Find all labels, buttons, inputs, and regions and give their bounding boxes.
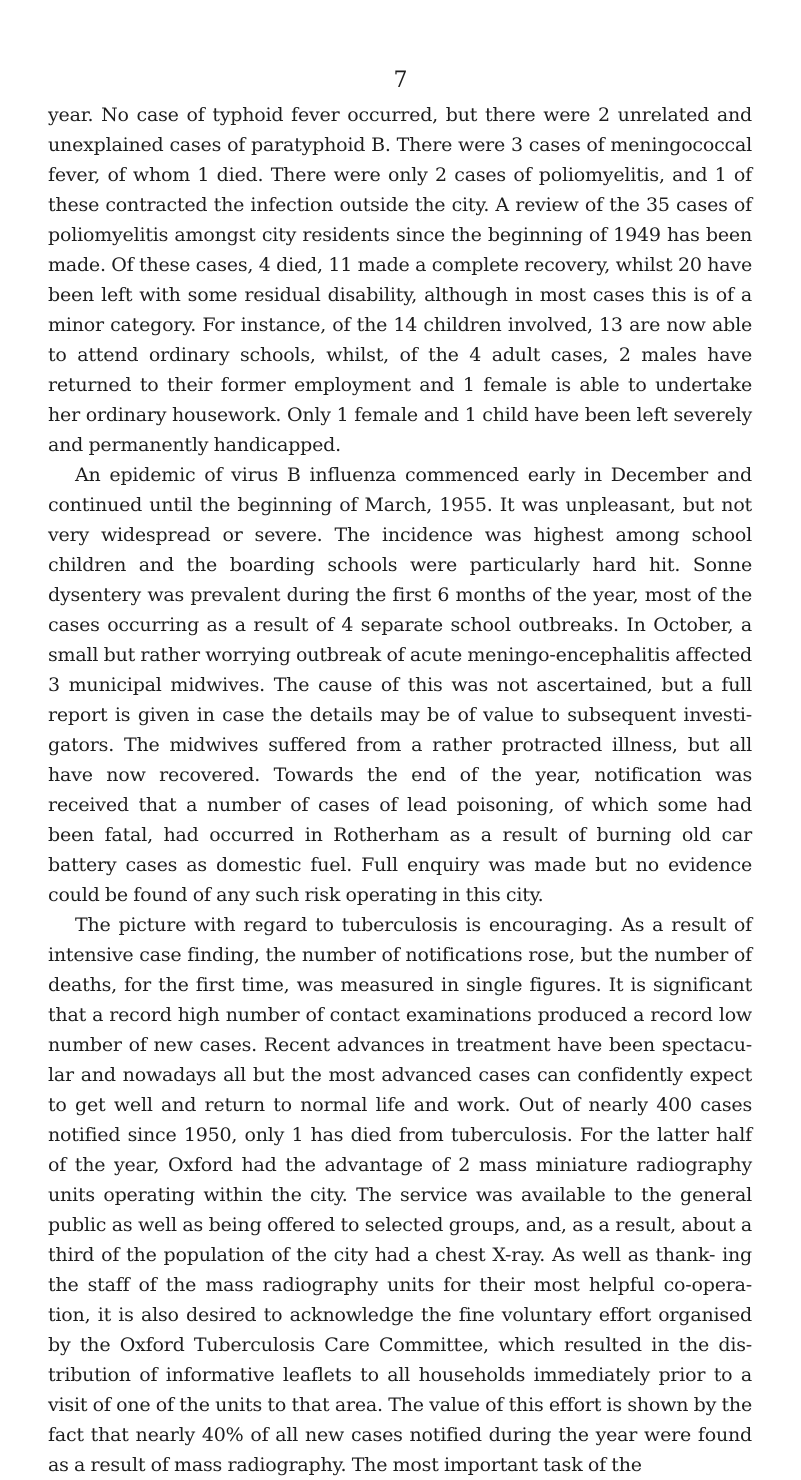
paragraph-tuberculosis: The picture with regard to tuberculosis is encouraging. As a result of intensive case finding, the number of notifications rose, but the number of deaths, for the first time, was measured in single figures. It is significant that a record high number of contact examinations produced a record low number of new cases. Recent advances in treatment have been spectacu- lar and nowadays all but the most advanced cases can confidently expect to get well and return to normal life and work. Out of nearly 400 cases notified since 1950, only 1 has died from tuberculosis. For the latter half of the year, Oxford had the advantage of 2 mass miniature radiography units operating within the city. The service was available to the general public as well as being offered to selected groups, and, as a result, about a third of the population of the city had a chest X-ray. As well as thank- ing the staff of the mass radiography units for their most helpful co-opera- tion, it is also desired to acknowledge the fine voluntary effort organised by the Oxford Tuberculosis Care Committee, which resulted in the dis- tribution of informative leaflets to all households immediately prior to a visit of one of the units to that area. The value of this effort is shown by the fact that nearly 40% of all new cases notified during the year were found as a result of mass radiography. The most important task of the (48, 914, 752, 1476)
paragraph-epidemics: An epidemic of virus B influenza commenced early in December and continued until the beginning of March, 1955. It was unpleasant, but not very widespread or severe. The incidence was highest among school children and the boarding schools were particularly hard hit. Sonne dysentery was prevalent during the first 6 months of the year, most of the cases occurring as a result of 4 separate school outbreaks. In October, a small but rather worrying outbreak of acute meningo-encephalitis affected 3 municipal midwives. The cause of this was not ascertained, but a full report is given in case the details may be of value to subsequent investi- gators. The midwives suffered from a rather protracted illness, but all have now recovered. Towards the end of the year, notification was received that a number of cases of lead poisoning, of which some had been fatal, had occurred in Rotherham as a result of burning old car battery cases as domestic fuel. Full enquiry was made but no evidence could be found of any such risk operating in this city. (48, 464, 752, 906)
body-text (48, 100, 752, 1480)
page-number: 7 (393, 68, 408, 93)
paragraph-infectious-diseases: year. No case of typhoid fever occurred, but there were 2 unrelated and unexplained cases of paratyphoid B. There were 3 cases of meningococcal fever, of whom 1 died. There were only 2 cases of poliomyelitis, and 1 of these contracted the infection outside the city. A review of the 35 cases of poliomyelitis amongst city residents since the beginning of 1949 has been made. Of these cases, 4 died, 11 made a complete recovery, whilst 20 have been left with some residual disability, although in most cases this is of a minor category. For instance, of the 14 children involved, 13 are now able to attend ordinary schools, whilst, of the 4 adult cases, 2 males have returned to their former employment and 1 female is able to undertake her ordinary housework. Only 1 female and 1 child have been left severely and permanently handicapped. (48, 104, 752, 456)
